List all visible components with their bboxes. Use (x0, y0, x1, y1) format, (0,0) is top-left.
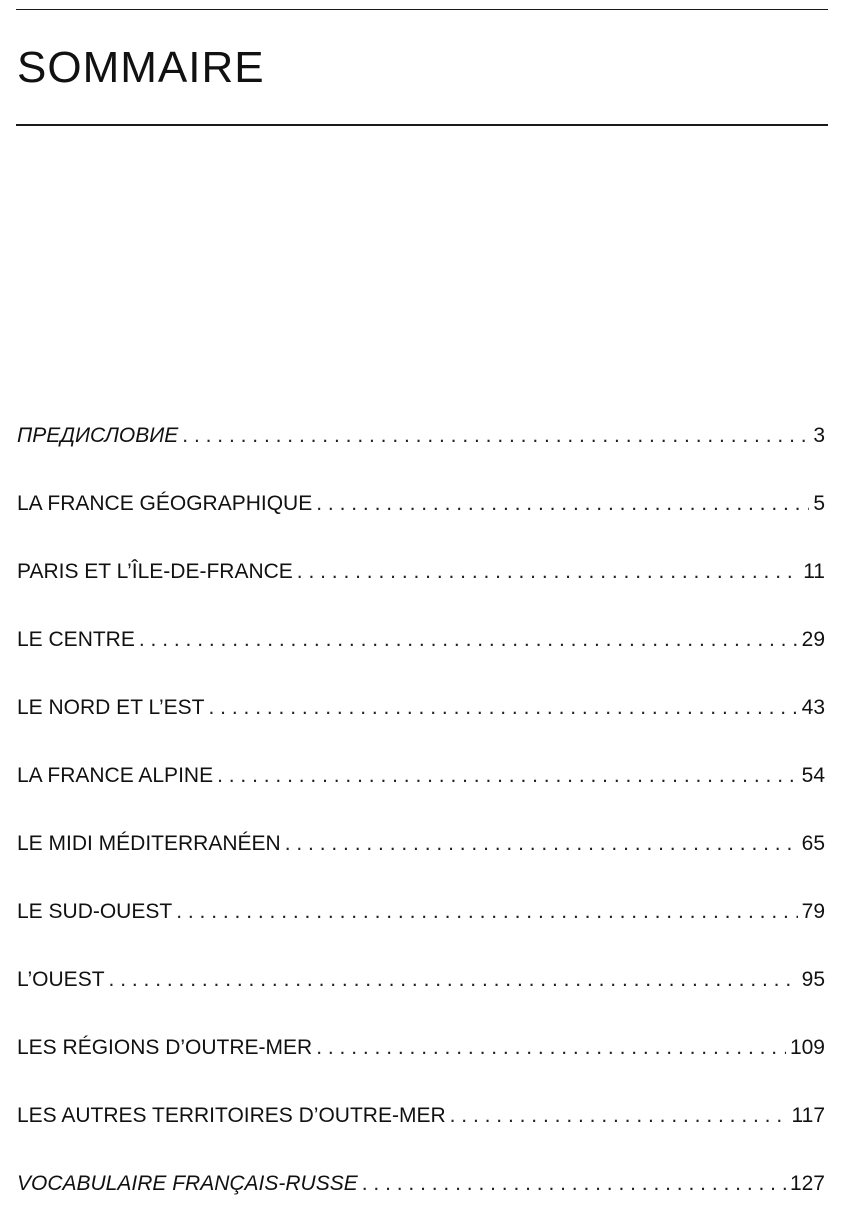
toc-entry-page: 95 (801, 968, 825, 991)
toc-entry[interactable] (17, 538, 825, 606)
toc-leader-dots (139, 606, 798, 674)
toc-entry-page: 11 (803, 560, 825, 583)
page-title: SOMMAIRE (17, 43, 265, 92)
toc-leader-dots (217, 742, 798, 810)
toc-entry-page: 29 (801, 628, 825, 651)
toc-entry-page: 54 (801, 764, 825, 787)
toc-entry-page: 79 (801, 900, 825, 923)
toc-entry[interactable] (17, 402, 825, 470)
toc-entry[interactable] (17, 606, 825, 674)
toc-entry-label: L’OUEST (17, 968, 105, 991)
toc-leader-dots (209, 674, 798, 742)
title-underline-rule (16, 124, 828, 126)
toc-entry-label: LA FRANCE ALPINE (17, 764, 214, 787)
toc-leader-dots (176, 878, 797, 946)
toc-entry-label: LE NORD ET L’EST (17, 696, 205, 719)
toc-entry-label: PARIS ET L’ÎLE-DE-FRANCE (17, 560, 293, 583)
toc-entry-label: LE SUD-OUEST (17, 900, 173, 923)
toc-leader-dots (362, 1150, 786, 1218)
toc-entry[interactable] (17, 1014, 825, 1082)
toc-entry-page: 3 (813, 424, 825, 447)
toc-entry[interactable] (17, 946, 825, 1014)
toc-entry-label: LES AUTRES TERRITOIRES D’OUTRE-MER (17, 1104, 446, 1127)
toc-entry[interactable] (17, 742, 825, 810)
toc-entry[interactable] (17, 470, 825, 538)
toc-entry-label: LE MIDI MÉDITERRANÉEN (17, 832, 281, 855)
table-of-contents (17, 402, 825, 1218)
toc-leader-dots (450, 1082, 788, 1150)
toc-entry-page: 43 (801, 696, 825, 719)
toc-entry[interactable] (17, 1082, 825, 1150)
toc-leader-dots (109, 946, 798, 1014)
toc-entry-page: 5 (813, 492, 825, 515)
toc-entry-page: 65 (801, 832, 825, 855)
toc-entry[interactable] (17, 878, 825, 946)
toc-leader-dots (316, 470, 809, 538)
toc-entry[interactable] (17, 810, 825, 878)
top-rule (16, 9, 828, 10)
toc-entry-page: 127 (789, 1172, 825, 1195)
toc-leader-dots (285, 810, 798, 878)
toc-leader-dots (182, 402, 809, 470)
toc-entry-page: 117 (791, 1104, 825, 1127)
toc-entry-label: LES RÉGIONS D’OUTRE-MER (17, 1036, 313, 1059)
toc-entry-label: LA FRANCE GÉOGRAPHIQUE (17, 492, 313, 515)
toc-entry-label: VOCABULAIRE FRANÇAIS-RUSSE (17, 1172, 358, 1195)
toc-entry-page: 109 (789, 1036, 825, 1059)
toc-entry-label: LE CENTRE (17, 628, 135, 651)
toc-leader-dots (316, 1014, 786, 1082)
toc-entry[interactable] (17, 1150, 825, 1218)
toc-entry-label: ПРЕДИСЛОВИЕ (17, 424, 179, 447)
toc-entry[interactable] (17, 674, 825, 742)
toc-leader-dots (297, 538, 799, 606)
